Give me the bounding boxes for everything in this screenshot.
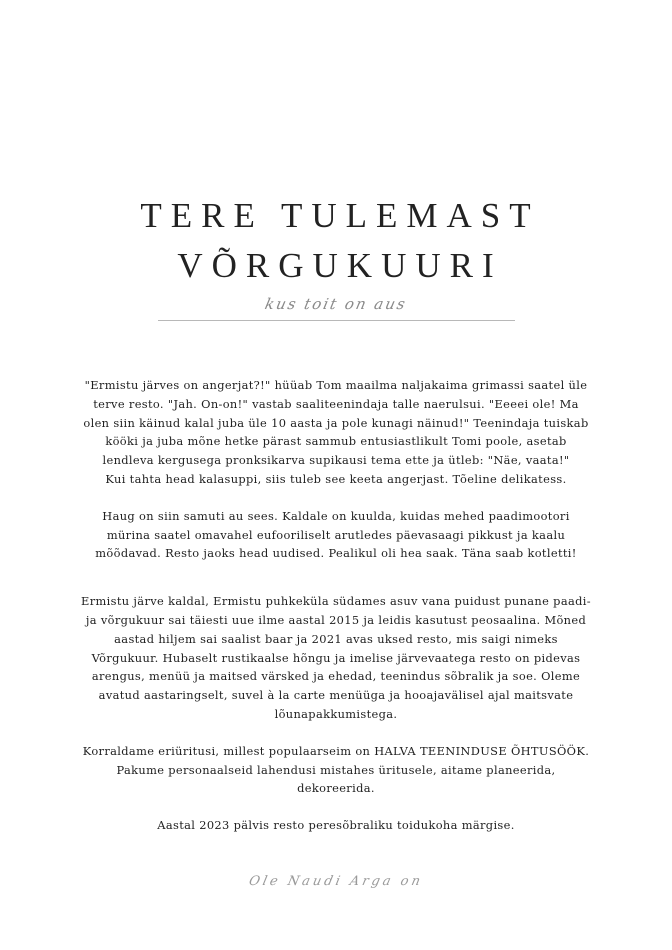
page-title-line-1: TERE TULEMAST xyxy=(140,196,540,235)
tagline: kus toit on aus xyxy=(263,295,409,313)
title-divider xyxy=(158,320,515,321)
haug-paragraph: Haug on siin samuti au sees. Kaldale on kuulda, kuidas mehed paadimootori mürina saatel omavahel eufooriliselt arutledes päevasaagi pikkust ja kaalu mõõdavad. Resto jaoks head uudised. Pealikul oli hea saak. Täna saab kotletti! xyxy=(95,508,577,561)
paragraph-spacer xyxy=(80,489,592,507)
body-text xyxy=(80,376,592,835)
story-closing-line: Kui tahta head kalasuppi, siis tuleb see keeta angerjast. Tõeline delikatess. xyxy=(105,471,567,486)
award-paragraph: Aastal 2023 pälvis resto peresõbraliku toidukoha märgise. xyxy=(157,818,515,833)
events-paragraph: Korraldame eriüritusi, millest populaarseim on HALVA TEENINDUSE ÕHTUSÖÖK. Pakume personaalseid lahendusi mistahes üritusele, aitame planeerida, dekoreerida. xyxy=(82,743,590,796)
history-paragraph: Ermistu järve kaldal, Ermistu puhkeküla südames asuv vana puidust punane paadi- ja võrgukuur sai täiesti uue ilme aastal 2015 ja leidis kasutust peosaalina. Mõned aastad hiljem sai saalist baar ja 2021 avas uksed resto, mis saigi nimeks Võrgukuur. Hubaselt rustikaalse hõngu ja imelise järvevaatega resto on pidevas arengus, menüü ja maitsed värsked ja ehedad, teenindus sõbralik ja soe. Oleme avatud aastaringselt, suvel à la carte menüüga ja hooajavälisel ajal maitsvate lõunapakkumistega. xyxy=(81,594,591,721)
paragraph-spacer xyxy=(80,563,592,592)
page-title-line-2: VÕRGUKUURI xyxy=(177,246,503,285)
paragraph-spacer xyxy=(80,798,592,816)
signoff-script: Ole Naudi Arga on xyxy=(247,874,425,889)
paragraph-spacer xyxy=(80,724,592,742)
story-paragraph: "Ermistu järves on angerjat?!" hüüab Tom maailma naljakaima grimassi saatel üle terve resto. "Jah. On-on!" vastab saaliteenindaja talle naerulsui. "Eeeei ole! Ma olen siin käinud kalal juba üle 10 aasta ja pole kunagi näinud!" Teenindaja tuiskab kööki ja juba mõne hetke pärast sammub entusiastlikult Tomi poole, asetab lendleva kergusega pronksikarva supikausi tema ette ja ütleb: "Näe, vaata!" xyxy=(83,378,589,468)
